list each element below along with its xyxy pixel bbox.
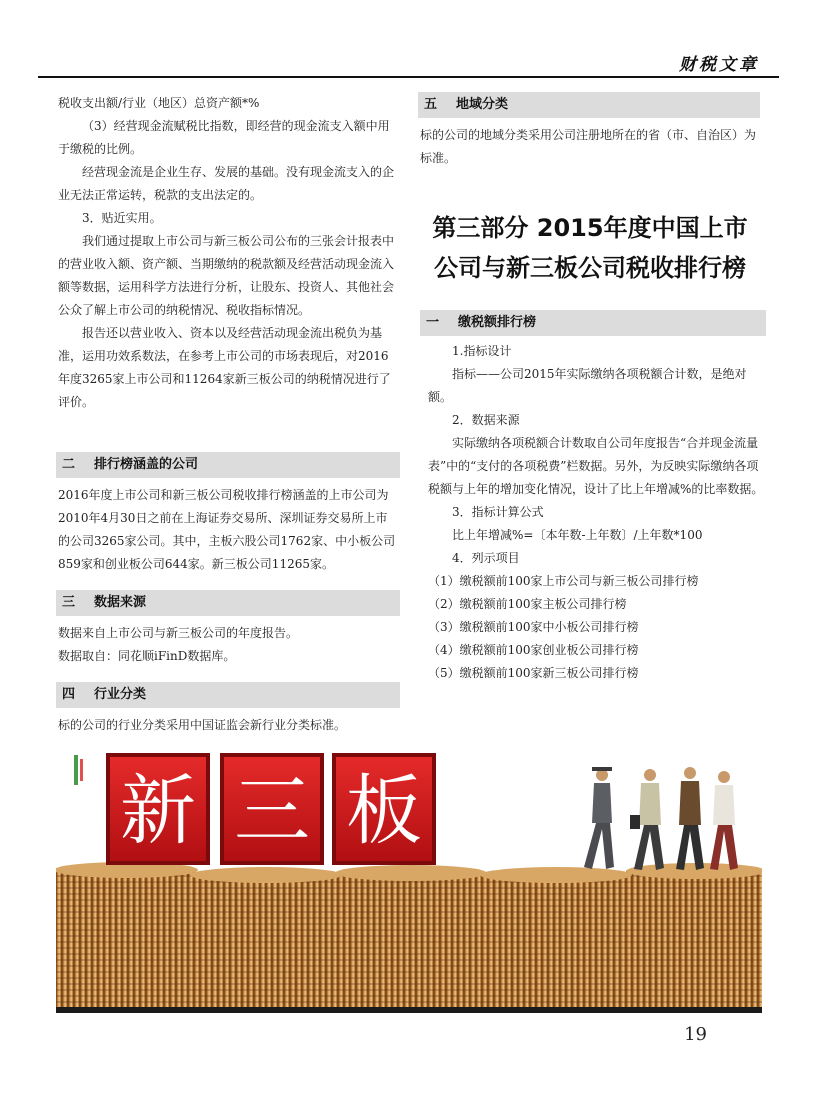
paragraph: 税收支出额/行业（地区）总资产额*% [58, 96, 260, 110]
section-5-body [420, 124, 760, 170]
section-title: 缴税额排行榜 [458, 315, 537, 330]
paragraph: 3．指标计算公式 [452, 505, 544, 519]
coin-stacks [56, 862, 762, 1013]
paragraph: 3．贴近实用。 [82, 211, 162, 225]
section-title: 地域分类 [456, 97, 509, 112]
left-intro [58, 92, 398, 414]
section-header-3 [56, 590, 400, 616]
paragraph: 2016年度上市公司和新三板公司税收排行榜涵盖的上市公司为2010年4月30日之前在上海证券交易所、深圳证券交易所上市的公司3265家公司。其中，主板六股公司1762家、中小板公司859家和创业板公司644家。新三板公司11265家。 [58, 488, 396, 571]
paragraph: 标的公司的地域分类采用公司注册地所在的省（市、自治区）为标准。 [420, 128, 757, 165]
sign-char-2: 三 [234, 766, 310, 855]
paragraph: 比上年增减%=〔本年数-上年数〕/上年数*100 [452, 528, 703, 542]
new-third-board-photo [56, 745, 762, 1013]
header-title: 财税文章 [679, 55, 759, 75]
paragraph: 标的公司的行业分类采用中国证监会新行业分类标准。 [58, 718, 347, 732]
paragraph: 4．列示项目 [452, 551, 520, 565]
paragraph: 数据取自：同花顺iFinD数据库。 [58, 649, 236, 663]
paragraph: 报告还以营业收入、资本以及经营活动现金流出税负为基准，运用功效系数法，在参考上市公司的市场表现后，对2016年度3265家上市公司和11264家新三板公司的纳税情况进行了评价。 [58, 326, 391, 409]
list-item: （2）缴税额前100家主板公司排行榜 [428, 597, 627, 611]
list-item: （1）缴税额前100家上市公司与新三板公司排行榜 [428, 574, 699, 588]
section-header-1 [420, 310, 766, 336]
paragraph: 经营现金流是企业生存、发展的基础。没有现金流支入的企业无法正常运转，税款的支出法定的。 [58, 165, 395, 202]
section-number: 二 [62, 457, 76, 472]
section-header-5 [418, 92, 760, 118]
section-2-body [58, 484, 398, 576]
section-number: 三 [62, 595, 76, 610]
section-4-body [58, 714, 398, 737]
section-number: 五 [424, 97, 438, 112]
ranking-body [428, 340, 764, 685]
sign-char-1: 新 [120, 766, 196, 855]
part-title-line-2: 公司与新三板公司税收排行榜 [434, 254, 746, 282]
part-title [418, 208, 762, 288]
paragraph: 数据来自上市公司与新三板公司的年度报告。 [58, 626, 299, 640]
paragraph: （3）经营现金流赋税比指数，即经营的现金流支入额中用于缴税的比例。 [58, 119, 390, 156]
section-title: 排行榜涵盖的公司 [94, 457, 199, 472]
section-title: 行业分类 [94, 687, 147, 702]
paragraph: 指标——公司2015年实际缴纳各项税额合计数，是绝对额。 [428, 367, 747, 404]
paragraph: 2．数据来源 [452, 413, 520, 427]
list-item: （4）缴税额前100家创业板公司排行榜 [428, 643, 639, 657]
section-title: 数据来源 [94, 595, 147, 610]
list-item: （3）缴税额前100家中小板公司排行榜 [428, 620, 639, 634]
header-rule [38, 76, 779, 78]
section-header-4 [56, 682, 400, 708]
paragraph: 1.指标设计 [452, 344, 512, 358]
part-title-line-1: 第三部分 2015年度中国上市 [432, 214, 748, 242]
section-number: 四 [62, 687, 76, 702]
paragraph: 我们通过提取上市公司与新三板公司公布的三张会计报表中的营业收入额、资产额、当期缴纳的税款额及经营活动现金流入额等数据，运用科学方法进行分析，让股东、投资人、其他社会公众了解上市公司的纳税情况、税收指标情况。 [58, 234, 395, 317]
section-3-body [58, 622, 398, 668]
section-header-2 [56, 452, 400, 478]
sign-char-3: 板 [346, 766, 422, 855]
page-number: 19 [684, 1024, 707, 1045]
paragraph: 实际缴纳各项税额合计数取自公司年度报告“合并现金流量表”中的“支付的各项税费”栏数据。另外，为反映实际缴纳各项税额与上年的增加变化情况，设计了比上年增减%的比率数据。 [428, 436, 764, 496]
list-item: （5）缴税额前100家新三板公司排行榜 [428, 666, 639, 680]
section-number: 一 [426, 315, 440, 330]
